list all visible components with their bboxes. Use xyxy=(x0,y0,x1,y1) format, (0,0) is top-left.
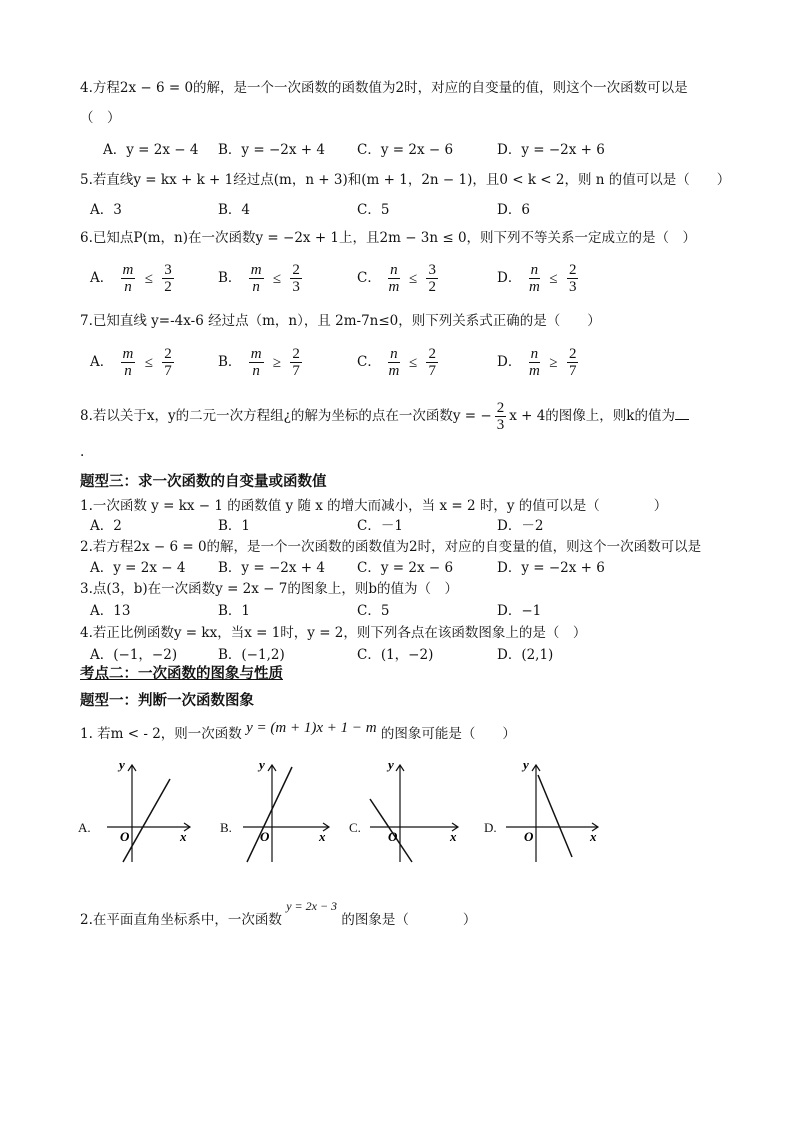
q1b-option-b[interactable]: B．1 xyxy=(218,518,251,534)
q6-option-d[interactable]: D． $\frac{n}{m}$ ≤ $\frac{2}{3}$ xyxy=(497,262,577,295)
graph-a-x-label: x xyxy=(180,829,187,844)
q3b-option-d[interactable]: D．−1 xyxy=(497,603,542,619)
q4-option-c[interactable]: C．y = 2x − 6 xyxy=(357,142,454,158)
q3b-option-a[interactable]: A．13 xyxy=(90,603,131,619)
q1b-option-a[interactable]: A．2 xyxy=(90,518,122,534)
q1b-stem: 1.一次函数 y = kx − 1 的函数值 y 随 x 的增大而减小，当 x = 2 时，y 的值可以是（ ） xyxy=(80,498,668,514)
graph-label-c[interactable]: C. xyxy=(349,820,361,835)
q6-option-b[interactable]: B． $\frac{m}{n}$ ≤ $\frac{2}{3}$ xyxy=(218,262,300,295)
graph-a[interactable] xyxy=(95,757,195,867)
q2c-stem xyxy=(80,899,477,930)
section-heading-type3: 题型三：求一次函数的自变量或函数值 xyxy=(80,473,327,490)
graph-d-y-label: y xyxy=(523,757,529,772)
q4b-option-a[interactable]: A．(−1，−2) xyxy=(90,647,178,663)
graph-c-x-label: x xyxy=(450,829,457,844)
q6-option-a-letter: A． xyxy=(90,270,114,286)
graph-label-d[interactable]: D. xyxy=(484,820,497,835)
q1c-stem-after: 的图象可能是（ ） xyxy=(380,726,516,742)
q1c-stem xyxy=(80,720,516,744)
q5-option-b[interactable]: B．4 xyxy=(218,202,251,218)
q8-trail: . xyxy=(80,444,85,460)
q8-stem: 8.若以关于x，y的二元一次方程组¿的解为坐标的点在一次函数y = − $\frac{2}{3}$ x + 4的图像上，则k的值为 xyxy=(80,400,689,433)
q3b-option-b[interactable]: B．1 xyxy=(218,603,251,619)
q5-option-c[interactable]: C．5 xyxy=(357,202,390,218)
q2b-option-c[interactable]: C．y = 2x − 6 xyxy=(357,560,454,576)
q4b-option-b[interactable]: B．(−1,2) xyxy=(218,647,285,663)
q7-option-c-letter: C． xyxy=(357,354,381,370)
q7-option-c[interactable]: C． $\frac{n}{m}$ ≤ $\frac{2}{7}$ xyxy=(357,346,436,379)
q7-option-a[interactable]: A． $\frac{m}{n}$ ≤ $\frac{2}{7}$ xyxy=(90,346,172,379)
q6-stem: 6.已知点P(m，n)在一次函数y = −2x + 1上，且2m − 3n ≤ 0，则下列不等关系一定成立的是（ ） xyxy=(80,230,697,246)
graph-b-origin-label: O xyxy=(260,829,270,844)
q4-stem-line1: 4.方程2x − 6 = 0的解，是一个一次函数的函数值为2时，对应的自变量的值，则这个一次函数可以是 xyxy=(80,80,688,96)
q7-option-b-letter: B． xyxy=(218,354,242,370)
section-heading-type1: 题型一：判断一次函数图象 xyxy=(80,692,254,709)
q7-option-d-letter: D． xyxy=(497,354,522,370)
q4b-option-c[interactable]: C．(1，−2) xyxy=(357,647,434,663)
graph-a-origin-label: O xyxy=(120,829,130,844)
q3b-option-c[interactable]: C．5 xyxy=(357,603,390,619)
q7-option-d[interactable]: D． $\frac{n}{m}$ ≥ $\frac{2}{7}$ xyxy=(497,346,577,379)
q2c-stem-after: 的图象是（ ） xyxy=(341,912,477,928)
graph-d-x-label: x xyxy=(590,829,597,844)
q6-option-c[interactable]: C． $\frac{n}{m}$ ≤ $\frac{3}{2}$ xyxy=(357,262,436,295)
q8-stem-after: x + 4的图像上，则k的值为 xyxy=(509,408,675,424)
q2b-option-b[interactable]: B．y = −2x + 4 xyxy=(218,560,325,576)
graph-d-origin-label: O xyxy=(524,829,534,844)
q7-stem: 7.已知直线 y=-4x-6 经过点（m，n），且 2m-7n≤0，则下列关系式正确的是（ ） xyxy=(80,313,601,329)
q8-stem-before: 8.若以关于x，y的二元一次方程组¿的解为坐标的点在一次函数y = − xyxy=(80,408,492,424)
graph-b-y-label: y xyxy=(259,757,265,772)
q2b-option-d[interactable]: D．y = −2x + 6 xyxy=(497,560,605,576)
graph-a-y-label: y xyxy=(119,757,125,772)
q6-option-b-letter: B． xyxy=(218,270,242,286)
q4-stem-line2: （ ） xyxy=(80,110,121,126)
q1c-formula: y = (m + 1)x + 1 − m xyxy=(246,720,377,736)
q6-option-c-letter: C． xyxy=(357,270,381,286)
graph-label-a[interactable]: A. xyxy=(78,820,91,835)
q7-option-a-letter: A． xyxy=(90,354,114,370)
graph-b[interactable] xyxy=(237,757,337,867)
q2b-stem: 2.若方程2x − 6 = 0的解，是一个一次函数的函数值为2时，对应的自变量的值，则这个一次函数可以是 xyxy=(80,539,702,555)
graph-c-origin-label: O xyxy=(388,829,398,844)
q4-option-b[interactable]: B．y = −2x + 4 xyxy=(218,142,325,158)
q1c-stem-before: 1. 若m < - 2，则一次函数 xyxy=(80,726,242,742)
q4b-stem: 4.若正比例函数y = kx，当x = 1时，y = 2，则下列各点在该函数图象上的是（ ） xyxy=(80,625,587,641)
q2c-stem-before: 2.在平面直角坐标系中，一次函数 xyxy=(80,912,282,928)
q1b-option-c[interactable]: C．－1 xyxy=(357,518,403,534)
q7-option-b[interactable]: B． $\frac{m}{n}$ ≥ $\frac{2}{7}$ xyxy=(218,346,300,379)
q5-stem: 5.若直线y = kx + k + 1经过点(m，n + 3)和(m + 1，2n − 1)，且0 < k < 2，则 n 的值可以是（ ） xyxy=(80,172,731,188)
q2b-option-a[interactable]: A．y = 2x − 4 xyxy=(90,560,186,576)
q5-option-a[interactable]: A．3 xyxy=(90,202,122,218)
q6-option-d-letter: D． xyxy=(497,270,522,286)
graph-c-y-label: y xyxy=(388,757,394,772)
q4b-option-d[interactable]: D．(2,1) xyxy=(497,647,554,663)
q5-option-d[interactable]: D．6 xyxy=(497,202,530,218)
q8-answer-blank[interactable] xyxy=(675,419,689,420)
q2c-formula: y = 2x − 3 xyxy=(286,899,338,913)
graph-b-x-label: x xyxy=(319,829,326,844)
topic-heading-kd2: 考点二：一次函数的图象与性质 xyxy=(80,665,283,682)
q6-option-a[interactable]: A． $\frac{m}{n}$ ≤ $\frac{3}{2}$ xyxy=(90,262,172,295)
graph-c[interactable] xyxy=(366,757,466,867)
q4-option-a[interactable]: A．y = 2x − 4 xyxy=(103,142,199,158)
q3b-stem: 3.点(3，b)在一次函数y = 2x − 7的图象上，则b的值为（ ） xyxy=(80,581,458,597)
graph-label-b[interactable]: B. xyxy=(220,820,232,835)
q1b-option-d[interactable]: D．－2 xyxy=(497,518,544,534)
graph-d[interactable] xyxy=(500,757,605,867)
q4-option-d[interactable]: D．y = −2x + 6 xyxy=(497,142,605,158)
